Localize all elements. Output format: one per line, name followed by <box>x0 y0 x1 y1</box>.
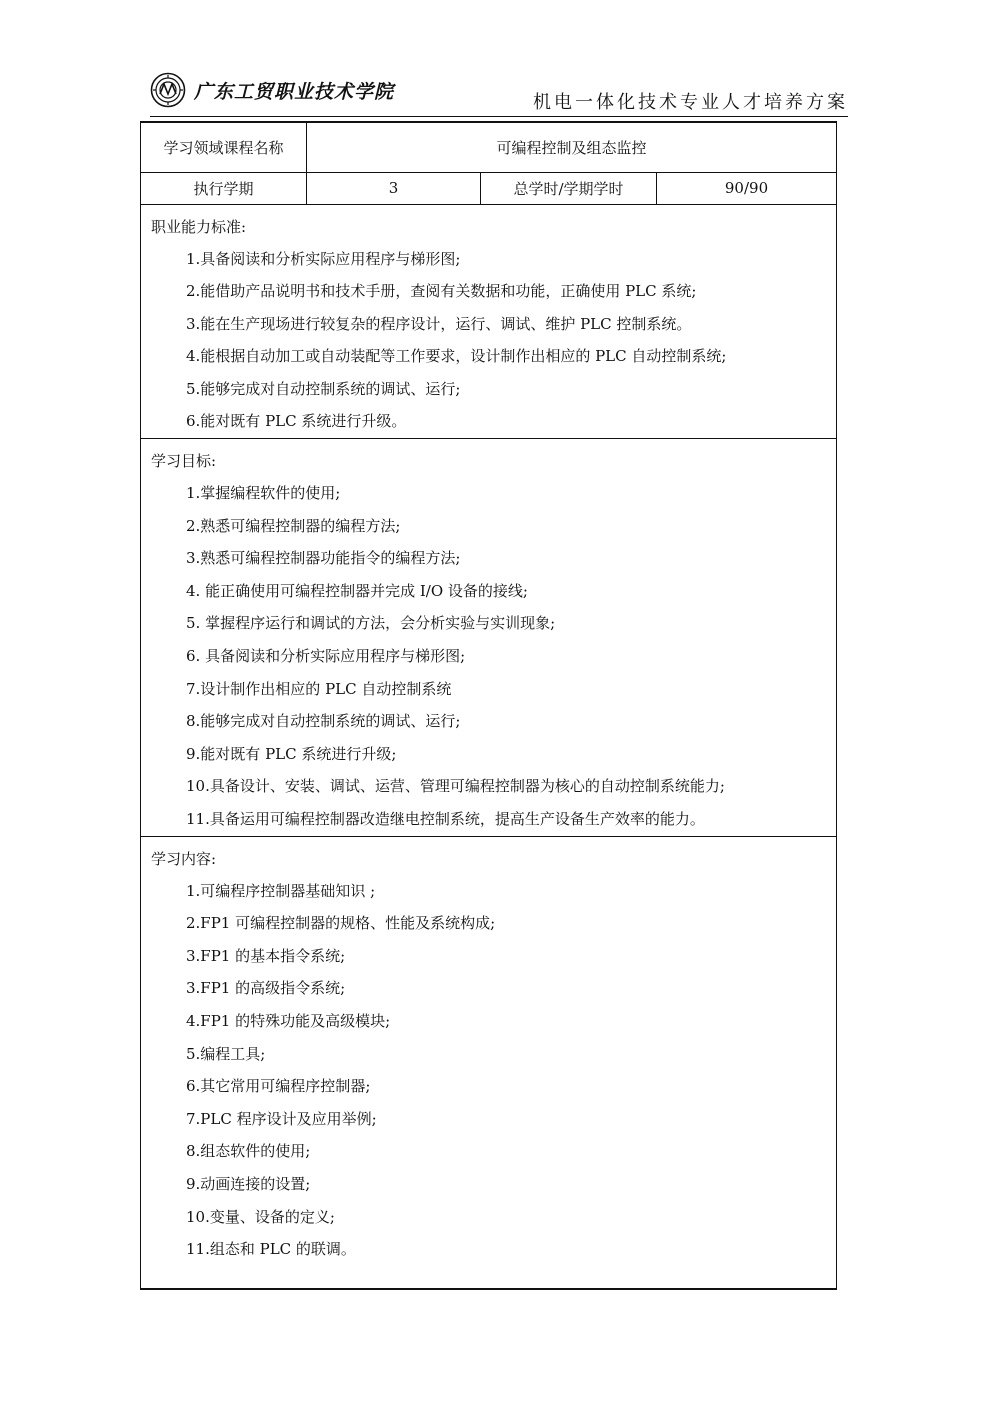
list-item: 9.能对既有 PLC 系统进行升级; <box>186 744 397 763</box>
school-logo <box>150 72 394 108</box>
content-section <box>141 837 836 1288</box>
course-name-label: 学习领域课程名称 <box>141 122 307 172</box>
list-item: 2.FP1 可编程控制器的规格、性能及系统构成; <box>186 914 496 933</box>
list-item: 10.具备设计、安装、调试、运营、管理可编程控制器为核心的自动控制系统能力; <box>186 777 725 796</box>
list-item: 4.能根据自动加工或自动装配等工作要求，设计制作出相应的 PLC 自动控制系统; <box>186 347 727 366</box>
list-item: 3.FP1 的基本指令系统; <box>186 946 346 965</box>
section-row-content <box>141 836 837 1289</box>
semester-value: 3 <box>307 172 481 204</box>
list-item: 9.动画连接的设置; <box>186 1174 311 1193</box>
list-item: 5.编程工具; <box>186 1044 266 1063</box>
list-item: 10.变量、设备的定义; <box>186 1207 335 1226</box>
section-row-objectives <box>141 439 837 837</box>
list-item: 5.能够完成对自动控制系统的调试、运行; <box>186 379 461 398</box>
list-item: 1.掌握编程软件的使用; <box>186 484 341 503</box>
hours-value: 90/90 <box>657 172 837 204</box>
list-item: 3.FP1 的高级指令系统; <box>186 979 346 998</box>
semester-label: 执行学期 <box>141 172 307 204</box>
list-item: 4.FP1 的特殊功能及高级模块; <box>186 1011 391 1030</box>
semester-row <box>141 172 837 204</box>
section-row-competency <box>141 204 837 439</box>
list-item: 4. 能正确使用可编程控制器并完成 I/O 设备的接线; <box>186 581 528 600</box>
hours-label: 总学时/学期学时 <box>481 172 657 204</box>
list-item: 3.熟悉可编程控制器功能指令的编程方法; <box>186 549 461 568</box>
list-item: 8.组态软件的使用; <box>186 1142 311 1161</box>
course-name-value: 可编程控制及组态监控 <box>307 122 837 172</box>
list-item: 1.具备阅读和分析实际应用程序与梯形图; <box>186 249 461 268</box>
section-title: 学习内容: <box>151 849 217 868</box>
list-item: 6.其它常用可编程序控制器; <box>186 1077 371 1096</box>
header-divider <box>150 116 848 117</box>
list-item: 5. 掌握程序运行和调试的方法，会分析实验与实训现象; <box>186 614 556 633</box>
list-item: 6.能对既有 PLC 系统进行升级。 <box>186 412 407 431</box>
course-name-row <box>141 122 837 172</box>
list-item: 3.能在生产现场进行较复杂的程序设计，运行、调试、维护 PLC 控制系统。 <box>186 314 692 333</box>
list-item: 7.PLC 程序设计及应用举例; <box>186 1109 377 1128</box>
list-item: 2.能借助产品说明书和技术手册，查阅有关数据和功能，正确使用 PLC 系统; <box>186 282 697 301</box>
section-title: 职业能力标准: <box>151 217 247 236</box>
section-spacer <box>151 1266 836 1288</box>
objectives-section <box>141 439 836 836</box>
competency-section <box>141 205 836 439</box>
course-table <box>140 121 837 1290</box>
list-item: 6. 具备阅读和分析实际应用程序与梯形图; <box>186 647 466 666</box>
list-item: 1.可编程序控制器基础知识 ; <box>186 881 376 900</box>
school-emblem-icon <box>150 72 186 108</box>
list-item: 11.组态和 PLC 的联调。 <box>186 1240 356 1259</box>
list-item: 8.能够完成对自动控制系统的调试、运行; <box>186 712 461 731</box>
page-header <box>150 68 848 118</box>
list-item: 2.熟悉可编程控制器的编程方法; <box>186 516 401 535</box>
list-item: 11.具备运用可编程控制器改造继电控制系统，提高生产设备生产效率的能力。 <box>186 810 705 828</box>
section-title: 学习目标: <box>151 452 217 471</box>
list-item: 7.设计制作出相应的 PLC 自动控制系统 <box>186 679 452 698</box>
school-name: 广东工贸职业技术学院 <box>194 80 395 103</box>
document-title: 机电一体化技术专业人才培养方案 <box>533 92 848 113</box>
